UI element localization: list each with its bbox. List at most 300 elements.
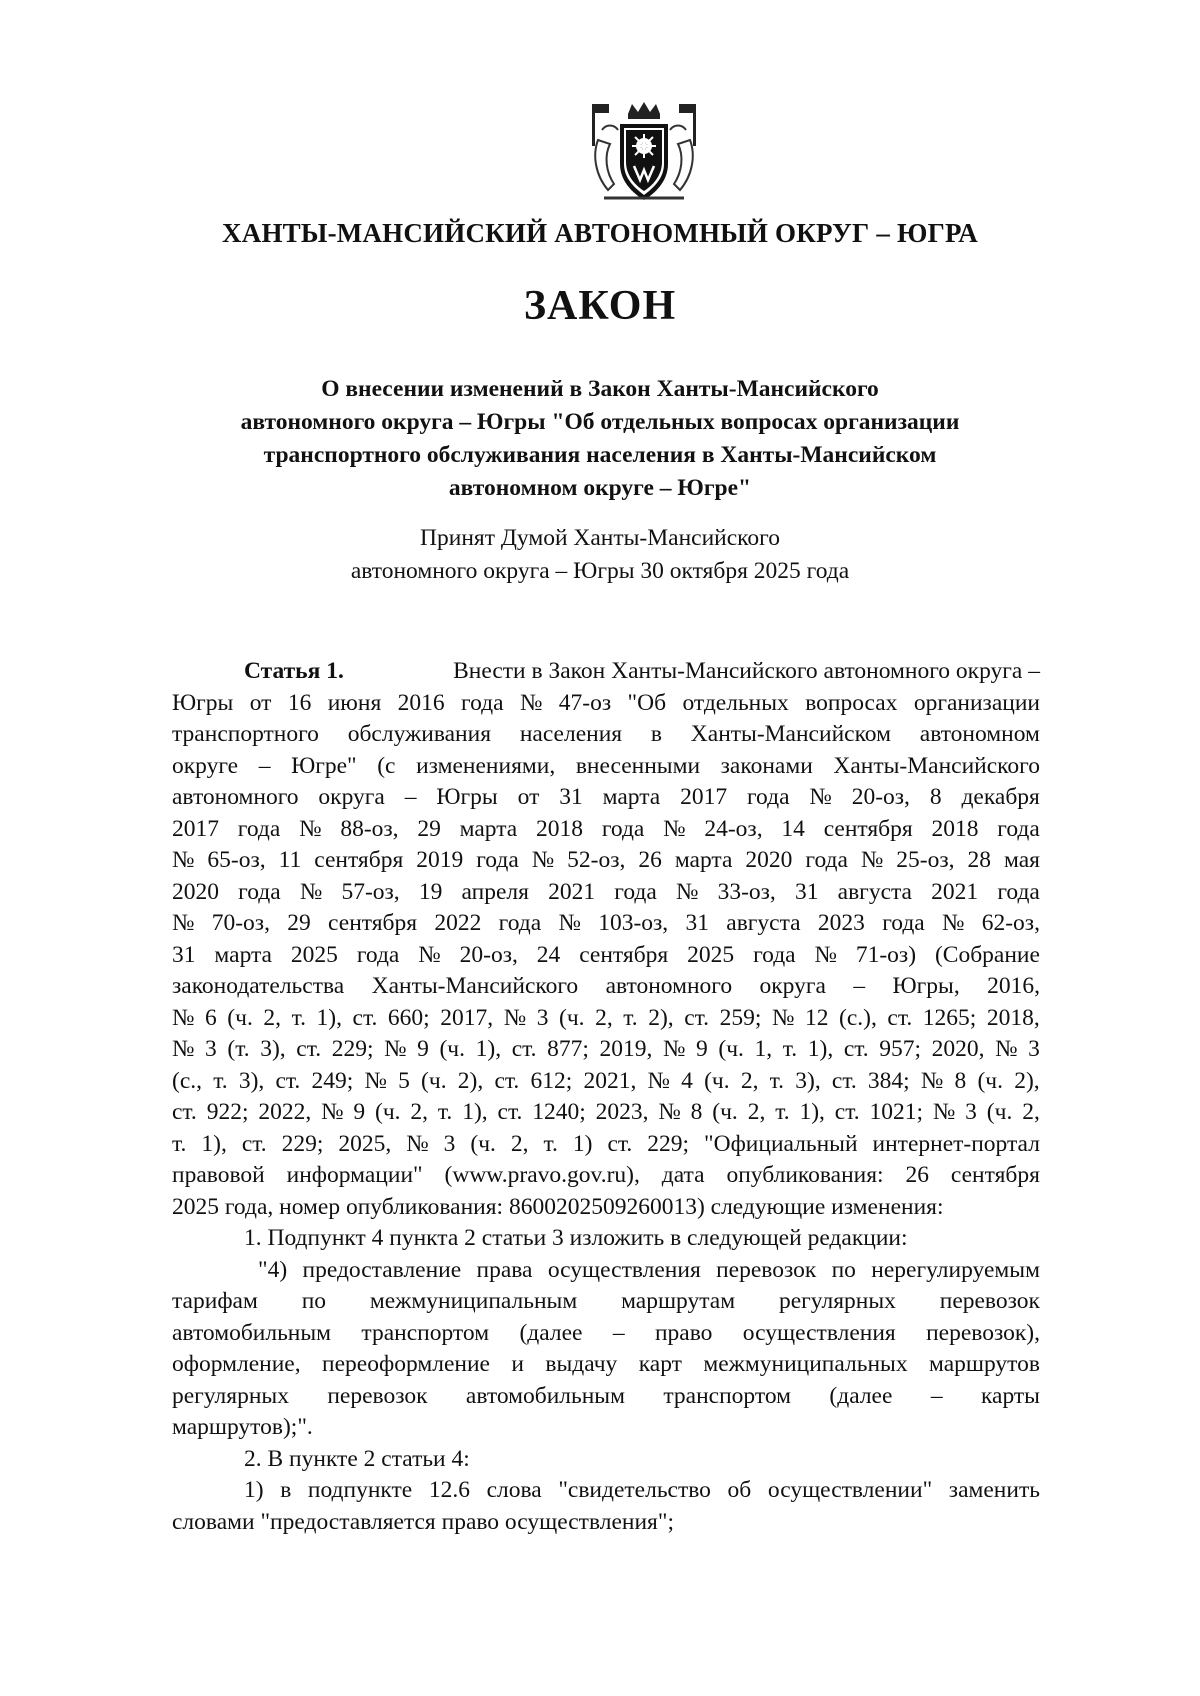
word: транспортом (663, 1382, 792, 1409)
word: правовой (172, 1162, 265, 1188)
word: сентября (314, 847, 404, 873)
text-line (172, 908, 1040, 940)
text-line (172, 1349, 1040, 1381)
word: декабря (961, 784, 1040, 810)
word: автомобильным (172, 1319, 332, 1346)
word: подпункте (307, 1477, 413, 1503)
word: ст. (172, 1099, 197, 1125)
word: (с., (172, 1067, 203, 1094)
word: т. (769, 1067, 785, 1094)
item1-quote-text (172, 1286, 1040, 1412)
word: 19 (418, 878, 443, 905)
item1-quote-last-line: маршрутов);". (172, 1414, 313, 1440)
word: в (650, 721, 662, 747)
word: года (753, 941, 796, 968)
word: осуществления (547, 1256, 701, 1283)
word: автономном (919, 721, 1040, 747)
word: № (503, 1004, 527, 1031)
word: (ч. (439, 1036, 466, 1062)
word: 52-оз, (567, 847, 626, 873)
word: ст. (296, 1036, 322, 1062)
word: 1), (475, 1036, 502, 1062)
word: "Об (627, 689, 667, 716)
word: № (995, 1036, 1018, 1062)
word: № (406, 1130, 429, 1157)
word: ст. (497, 1099, 523, 1125)
word: августа (837, 878, 912, 905)
word: 1), (462, 1099, 488, 1125)
word: № (172, 847, 195, 873)
word: маршрутам (621, 1288, 736, 1314)
word: права (476, 1256, 533, 1283)
word: 2, (747, 1099, 766, 1125)
word: (далее (519, 1319, 583, 1346)
word: 2019 (416, 847, 464, 873)
word: 2021, (583, 1067, 637, 1094)
word: 2, (595, 1004, 613, 1031)
word: 2023, (595, 1099, 649, 1125)
word: 249; (311, 1067, 354, 1094)
word: внесенными (575, 752, 701, 779)
word: автономного (172, 784, 299, 810)
word: межмуниципальных (703, 1351, 908, 1377)
word: ст. (275, 1067, 301, 1094)
law-title-line: автономном округе – Югре" (448, 475, 752, 501)
region-title: ХАНТЫ-МАНСИЙСКИЙ АВТОНОМНЫЙ ОКРУГ – ЮГРА (222, 218, 978, 248)
word: № (658, 1099, 681, 1125)
word: 5 (398, 1067, 410, 1094)
adoption-line: Принят Думой Ханты-Мансийского (420, 525, 780, 551)
word: и (511, 1351, 524, 1377)
word: № (418, 941, 441, 968)
word: 12 (804, 1004, 829, 1031)
word: 14 (781, 815, 805, 842)
law-title-line: транспортного обслуживания населения в Ханты-Мансийском (263, 442, 937, 468)
word: марта (214, 941, 272, 968)
word: ст. (831, 1067, 857, 1094)
text-line (172, 1318, 1040, 1350)
text-line (172, 751, 1040, 783)
word: (ч. (704, 1067, 730, 1094)
document-type-heading: ЗАКОН (523, 283, 677, 329)
word: 29 (287, 910, 311, 936)
word: выдачу (545, 1351, 618, 1377)
word: (т. (227, 1036, 250, 1062)
word: 2025 (687, 941, 735, 968)
word: года (476, 847, 519, 873)
word: года (238, 878, 281, 905)
word: карты (980, 1382, 1040, 1409)
text-line (172, 1381, 1040, 1413)
word: № (558, 910, 581, 936)
word: 31 (794, 878, 819, 905)
word: 2021 (548, 878, 596, 905)
word: маршрутов (929, 1351, 1040, 1377)
word: 2020, (931, 1036, 985, 1062)
word: года (746, 784, 790, 810)
word: перевозок (939, 1288, 1040, 1314)
word: перевозок (716, 1256, 817, 1283)
word: – (612, 1319, 625, 1346)
word: 65-оз, (207, 847, 266, 873)
word: 3), (795, 1067, 821, 1094)
word: т. (213, 1067, 228, 1094)
word: 2, (740, 1067, 759, 1094)
word: 26 (905, 1162, 929, 1188)
word: (с (377, 752, 396, 779)
word: июня (327, 689, 382, 716)
word: т. (775, 1099, 790, 1125)
word: право (654, 1319, 713, 1346)
word: года (997, 815, 1040, 842)
word: № (860, 847, 884, 873)
word: 9 (353, 1099, 366, 1125)
word: марта (674, 847, 733, 873)
word: переоформление (322, 1351, 490, 1377)
word: ст. (834, 1099, 860, 1125)
word: № (531, 847, 555, 873)
word: 8 (929, 784, 942, 810)
text-line (172, 877, 1040, 909)
word: 3), (260, 1036, 286, 1062)
word: организации (913, 689, 1040, 716)
word: по (301, 1288, 327, 1314)
word: мая (1004, 847, 1040, 873)
word: 103-оз, (598, 910, 669, 936)
word: информации" (286, 1162, 423, 1188)
word: 2022, (258, 1099, 312, 1125)
item2-sub1-last-line: словами "предоставляется право осуществления"; (172, 1508, 674, 1535)
word: (ч. (470, 1130, 496, 1157)
document-body (172, 656, 1040, 1538)
word: 9 (696, 1036, 708, 1062)
word: 28 (967, 847, 992, 873)
word: 3 (443, 1130, 456, 1157)
text-line (172, 940, 1040, 972)
word: 2016 (397, 689, 445, 716)
word: № (647, 1067, 670, 1094)
word: 6 (204, 1004, 217, 1031)
word: (с.), (839, 1004, 877, 1031)
word: Ханты-Мансийского (833, 752, 1040, 779)
word: года (614, 878, 657, 905)
word: – (404, 784, 417, 810)
word: опубликования: (726, 1162, 884, 1188)
word: ст. (241, 1130, 267, 1157)
word: ст. (607, 1130, 633, 1157)
word: 71-оз) (855, 941, 917, 968)
word: 2018 (536, 815, 584, 842)
word: 24 (536, 941, 561, 968)
word: изменениями, (416, 752, 556, 779)
word: № (662, 1036, 686, 1062)
word: года (997, 878, 1040, 905)
word: транспортом (361, 1319, 490, 1346)
word: об (727, 1477, 752, 1503)
word: № (814, 941, 837, 968)
text-line (172, 1097, 1040, 1129)
word: ст. (887, 1004, 913, 1031)
word: 2), (457, 1067, 484, 1094)
word: Югры, (892, 973, 960, 999)
word: ст. (352, 1004, 378, 1031)
word: автономного (605, 973, 733, 999)
word: года (805, 847, 848, 873)
word: по (831, 1256, 856, 1283)
word: Югры (436, 784, 498, 810)
word: 1), (807, 1036, 834, 1062)
word: 2017 (172, 815, 219, 842)
word: т. (623, 1004, 638, 1031)
word: от (249, 689, 272, 716)
text-line (172, 1286, 1040, 1318)
word: 1265; (922, 1004, 977, 1031)
word: – (930, 1382, 943, 1409)
word: регулярных (778, 1288, 896, 1314)
word: вопросах (805, 689, 898, 716)
word: № (321, 1099, 344, 1125)
item2-sub1-first-line (172, 1475, 1040, 1507)
word: 12.6 (428, 1477, 470, 1503)
word: автомобильным (465, 1382, 625, 1409)
word: 229; (281, 1130, 324, 1157)
article-label: Статья 1. (244, 658, 344, 684)
word: № (920, 1067, 944, 1094)
word: 57-оз, (341, 878, 400, 905)
text-line (172, 971, 1040, 1003)
word: 957; (879, 1036, 922, 1062)
word: 2023 (817, 910, 865, 936)
coat-of-arms-emblem (584, 100, 704, 210)
word: перевозок (327, 1382, 428, 1409)
word: 1), (799, 1099, 825, 1125)
word: округа (759, 973, 826, 999)
word: № (519, 689, 543, 716)
word: отдельных (682, 689, 789, 716)
word: законодательства (172, 973, 345, 999)
word: 8 (954, 1067, 967, 1094)
word: – (853, 973, 866, 999)
word: ст. (494, 1067, 520, 1094)
word: (ч. (986, 1099, 1013, 1125)
word: 2022 (434, 910, 482, 936)
word: сентября (823, 815, 913, 842)
text-line (172, 1003, 1040, 1035)
text-line (172, 814, 1040, 846)
word: 1), (316, 1004, 342, 1031)
word: 1), (201, 1130, 227, 1157)
word: от (517, 784, 540, 810)
word: (ч. (559, 1004, 585, 1031)
word: 229; (647, 1130, 690, 1157)
law-title-line: автономного округа – Югры "Об отдельных вопросах организации (240, 409, 960, 435)
word: № (299, 815, 322, 842)
word: (www.pravo.gov.ru), (444, 1162, 640, 1188)
item2-heading: 2. В пункте 2 статьи 4: (244, 1445, 470, 1472)
word: 8 (690, 1099, 703, 1125)
word: 25-оз, (896, 847, 955, 873)
word: округа (318, 784, 385, 810)
word: 1) (572, 1130, 593, 1157)
word: 2021 (931, 878, 979, 905)
word: 1) (244, 1477, 264, 1503)
word: года (461, 689, 504, 716)
word: т. (543, 1130, 558, 1157)
word: тарифам (172, 1288, 258, 1314)
word: 2, (410, 1099, 429, 1125)
word: (далее (829, 1382, 893, 1409)
adoption-line: автономного округа – Югры 30 октября 2025 года (350, 558, 850, 584)
item1-heading: 1. Подпункт 4 пункта 2 статьи 3 изложить в следующей редакции: (244, 1225, 908, 1251)
word: 33-оз, (717, 878, 776, 905)
word: (ч. (977, 1067, 1004, 1094)
adoption-note (160, 522, 1040, 588)
text-line (172, 845, 1040, 877)
word: заменить (948, 1477, 1040, 1503)
word: 612; (530, 1067, 573, 1094)
word: (ч. (718, 1036, 744, 1062)
word: 229; (331, 1036, 374, 1062)
word: 1240; (532, 1099, 586, 1125)
word: транспортного (172, 721, 319, 747)
word: № (172, 1004, 195, 1031)
word: сентября (579, 941, 669, 968)
word: населения (519, 721, 623, 747)
word: 2, (263, 1004, 282, 1031)
word: ст. (684, 1004, 710, 1031)
word: Югры (172, 689, 234, 716)
text-line (172, 719, 1040, 751)
word: законами (720, 752, 813, 779)
word: в (280, 1477, 292, 1503)
word: 11 (278, 847, 302, 873)
word: августа (726, 910, 801, 936)
word: осуществления (742, 1319, 896, 1346)
word: ст. (843, 1036, 869, 1062)
word: интернет-портал (872, 1130, 1040, 1157)
word: марта (459, 815, 518, 842)
word: нерегулируемым (871, 1256, 1040, 1283)
word: 31 (172, 941, 196, 968)
text-line (172, 782, 1040, 814)
word: 88-оз, (340, 815, 399, 842)
article-text (172, 688, 1040, 1192)
word: 62-оз, (981, 910, 1040, 936)
word: № (172, 910, 195, 936)
word: (ч. (227, 1004, 253, 1031)
word: осуществлении" (767, 1477, 933, 1503)
word: 2019, (599, 1036, 653, 1062)
word: "Официальный (704, 1130, 858, 1157)
word: 2025 (290, 941, 338, 968)
text-line (172, 1066, 1040, 1098)
word: 2025, (338, 1130, 392, 1157)
text-line (172, 1129, 1040, 1161)
word: 2, (1022, 1099, 1040, 1125)
word: 9 (417, 1036, 429, 1062)
word: 31 (685, 910, 709, 936)
word: апреля (461, 878, 529, 905)
word: № (932, 1099, 956, 1125)
word: года (498, 910, 542, 936)
word: № (771, 1004, 795, 1031)
word: 660; (387, 1004, 430, 1031)
word: – (258, 752, 271, 779)
word: № (663, 815, 686, 842)
word: 2018, (986, 1004, 1040, 1031)
word: 47-оз (558, 689, 612, 716)
word: округе (172, 752, 239, 779)
word: т. (782, 1036, 798, 1062)
word: 259; (719, 1004, 762, 1031)
word: ст. (511, 1036, 537, 1062)
word: карт (638, 1351, 682, 1377)
word: года (882, 910, 925, 936)
word: 3), (238, 1067, 265, 1094)
word: 877; (547, 1036, 589, 1062)
word: 24-оз, (704, 815, 763, 842)
word: 384; (867, 1067, 910, 1094)
word: 3 (965, 1099, 977, 1125)
word: сентября (950, 1162, 1040, 1188)
word: предоставление (302, 1256, 462, 1283)
word: 26 (638, 847, 662, 873)
word: 3 (536, 1004, 549, 1031)
word: года (237, 815, 281, 842)
word: слова (486, 1477, 542, 1503)
word: (Собрание (934, 941, 1040, 968)
word: т. (172, 1130, 187, 1157)
law-title-line: О внесении изменений в Закон Ханты-Мансийского (321, 376, 879, 402)
word: 2), (648, 1004, 674, 1031)
word: "4) (258, 1256, 288, 1283)
word: 4 (681, 1067, 693, 1094)
word: сентября (328, 910, 418, 936)
word: 70-оз, (211, 910, 270, 936)
word: № (364, 1067, 387, 1094)
word: 2020 (172, 878, 219, 905)
word: 2016, (987, 973, 1040, 999)
word: регулярных (172, 1382, 289, 1409)
word: "свидетельство (558, 1477, 711, 1503)
word: 2017, (440, 1004, 494, 1031)
word: 2), (1014, 1067, 1040, 1094)
word: марта (602, 784, 661, 810)
article-first-line (172, 656, 1040, 688)
word: № (172, 1036, 195, 1062)
word: 2018 (931, 815, 979, 842)
word: Ханты-Мансийского (371, 973, 579, 999)
text-line (172, 1160, 1040, 1192)
word: 922; (206, 1099, 249, 1125)
word: 16 (287, 689, 312, 716)
word: 3 (205, 1036, 217, 1062)
word: (ч. (375, 1099, 401, 1125)
word: 20-оз, (851, 784, 910, 810)
word: № (299, 878, 323, 905)
word: дата (661, 1162, 705, 1188)
word: т. (291, 1004, 306, 1031)
word: т. (437, 1099, 453, 1125)
text-line (172, 1034, 1040, 1066)
law-title (160, 373, 1040, 505)
word: № (809, 784, 832, 810)
word: Ханты-Мансийском (690, 721, 891, 747)
word: 2020 (745, 847, 793, 873)
word: года (356, 941, 400, 968)
word: 2, (510, 1130, 529, 1157)
word: Югре" (291, 752, 357, 779)
